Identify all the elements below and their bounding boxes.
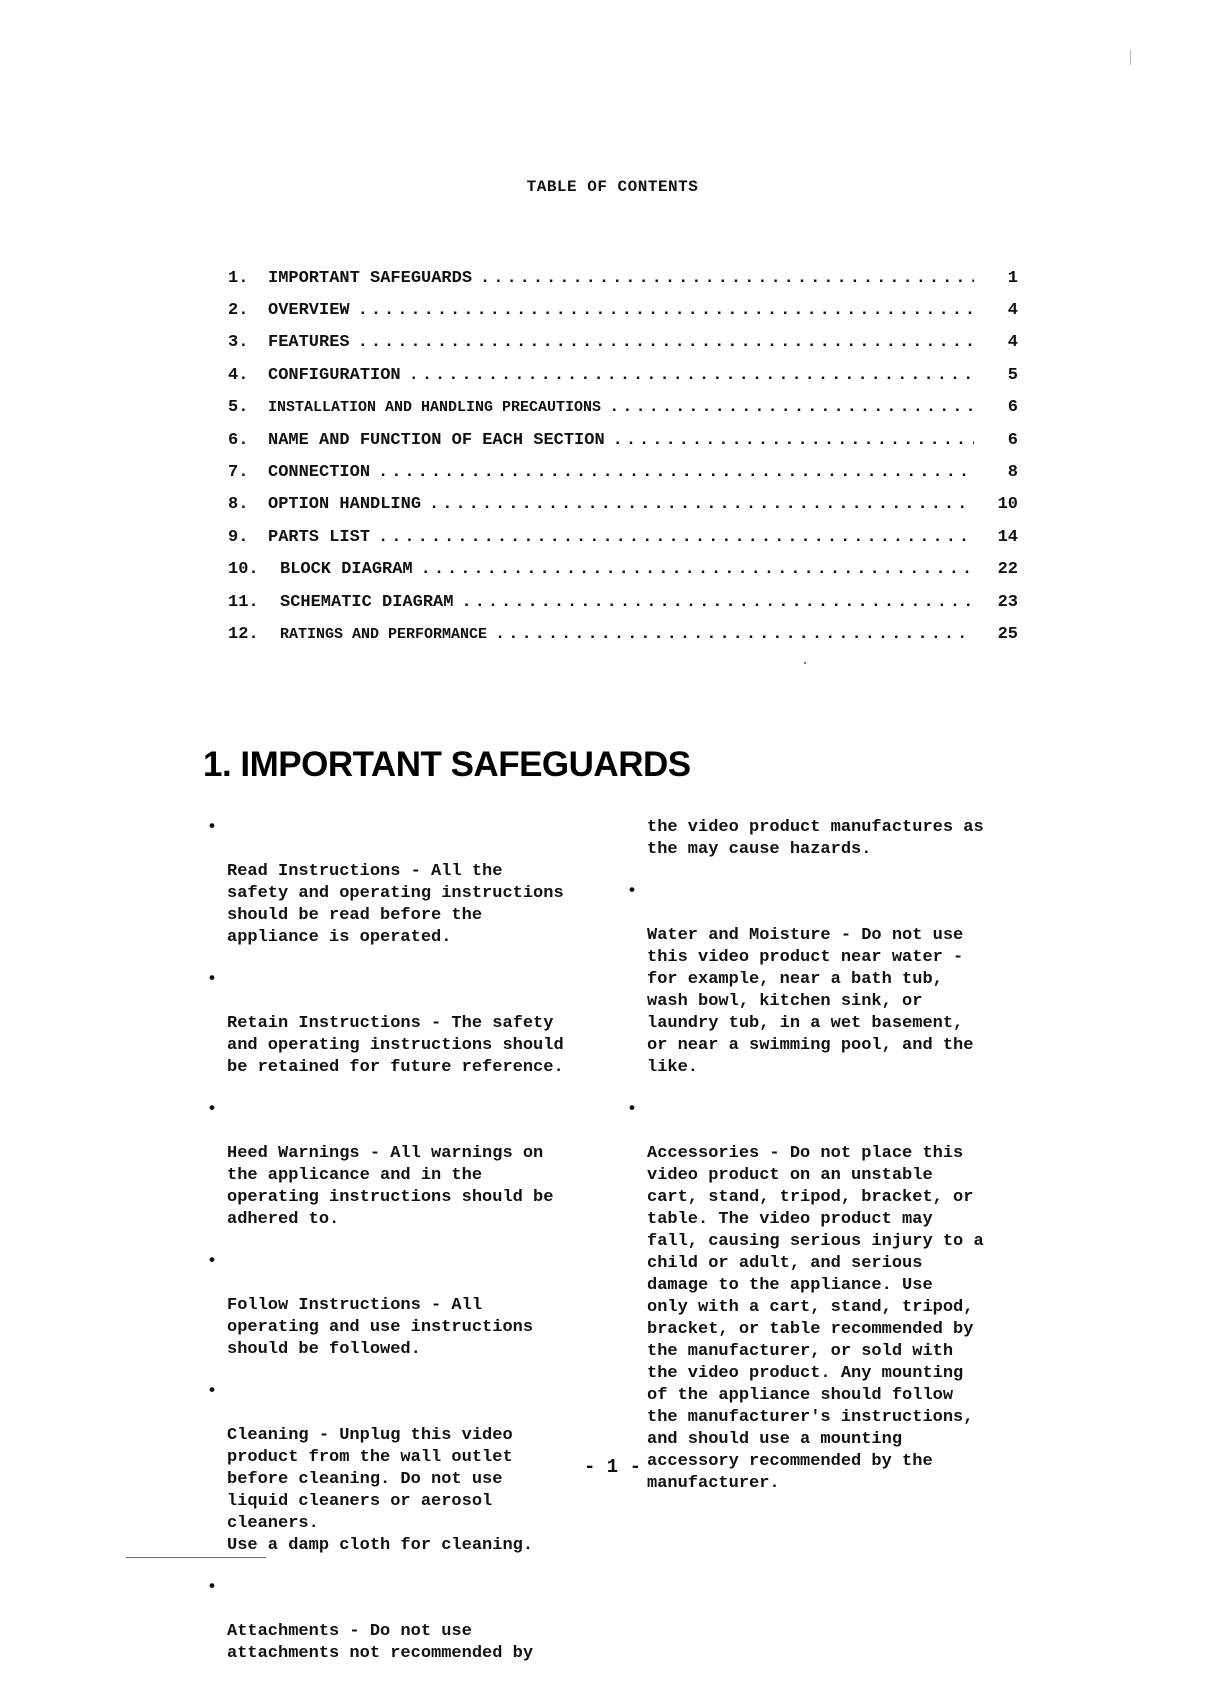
- toc-entry-page: 10: [997, 495, 1018, 515]
- toc-entry-number: 2.: [228, 301, 249, 321]
- toc-entry-label: IMPORTANT SAFEGUARDS: [268, 268, 473, 288]
- toc-entry-label: CONNECTION: [268, 463, 371, 483]
- toc-list: [228, 262, 1028, 651]
- toc-entry-label: OPTION HANDLING: [268, 495, 422, 515]
- scan-edge-mark: [1130, 50, 1131, 65]
- continued-text: the video product manufactures as the may cause hazards.: [647, 818, 984, 859]
- toc-entry-number: 3.: [228, 333, 249, 353]
- toc-entry-page: 23: [997, 592, 1018, 612]
- toc-leader-dots: [378, 463, 974, 482]
- toc-leader-dots: [421, 560, 974, 579]
- safeguard-item: [205, 1251, 605, 1361]
- right-column: [625, 817, 1005, 1515]
- toc-entry-label: OVERVIEW: [268, 301, 350, 321]
- scan-speck: [804, 662, 806, 664]
- toc-entry-number: 5.: [228, 398, 249, 418]
- bullet-icon: •: [626, 1100, 638, 1119]
- toc-leader-dots: [378, 528, 974, 547]
- bullet-icon: •: [206, 1100, 218, 1119]
- toc-leader-dots: [358, 333, 974, 352]
- toc-entry-number: 7.: [228, 463, 249, 483]
- toc-entry-label: SCHEMATIC DIAGRAM: [280, 592, 454, 612]
- toc-leader-dots: [461, 593, 974, 612]
- left-column: [205, 817, 605, 1685]
- toc-entry-page: 4: [1007, 333, 1018, 353]
- section-heading: 1. IMPORTANT SAFEGUARDS: [203, 745, 691, 784]
- footer-link-underline: [126, 1557, 266, 1558]
- toc-entry[interactable]: [228, 586, 1028, 618]
- toc-leader-dots: [613, 431, 974, 450]
- toc-leader-dots: [429, 495, 974, 514]
- bullet-icon: •: [206, 1382, 218, 1401]
- toc-entry-number: 10.: [228, 560, 259, 580]
- toc-entry-label: CONFIGURATION: [268, 365, 401, 385]
- toc-entry[interactable]: [228, 392, 1028, 424]
- page-number: - 1 -: [583, 1456, 641, 1478]
- toc-entry-page: 6: [1007, 398, 1018, 418]
- toc-entry-page: 6: [1007, 430, 1018, 450]
- toc-entry-page: 8: [1007, 463, 1018, 483]
- safeguard-item: [625, 881, 1005, 1079]
- toc-entry-page: 22: [997, 560, 1018, 580]
- safeguard-item: [625, 1099, 1005, 1495]
- toc-title: TABLE OF CONTENTS: [526, 178, 699, 196]
- bullet-icon: •: [626, 882, 638, 901]
- toc-entry[interactable]: [228, 554, 1028, 586]
- toc-entry[interactable]: [228, 359, 1028, 391]
- safeguard-text: Retain Instructions - The safety and operating instructions should be retained for future reference.: [227, 1014, 564, 1077]
- toc-entry[interactable]: [228, 521, 1028, 553]
- toc-entry[interactable]: [228, 327, 1028, 359]
- safeguard-item: [205, 1577, 605, 1665]
- safeguard-text: Cleaning - Unplug this video product from the wall outlet before cleaning. Do not use liquid cleaners or aerosol cleaners. Use a damp cloth for cleaning.: [227, 1426, 534, 1555]
- toc-entry-number: 4.: [228, 365, 249, 385]
- bullet-icon: •: [206, 1252, 218, 1271]
- toc-entry-page: 1: [1007, 268, 1018, 288]
- safeguard-text: Attachments - Do not use attachments not recommended by: [227, 1622, 534, 1663]
- safeguard-text: Heed Warnings - All warnings on the applicance and in the operating instructions should be adhered to.: [227, 1144, 554, 1229]
- toc-entry[interactable]: [228, 424, 1028, 456]
- toc-entry-page: 4: [1007, 301, 1018, 321]
- safeguard-text: Accessories - Do not place this video product on an unstable cart, stand, tripod, bracket, or table. The video product may fall, causing serious injury to a child or adult, and serious damage to the appliance. Use only with a cart, stand, tripod, bracket, or table recommended by the manufacturer, or sold with the video product. Any mounting of the appliance should follow the manufacturer's instructions, and should use a mounting accessory recommended by the manufacturer.: [647, 1144, 984, 1493]
- toc-entry-label: BLOCK DIAGRAM: [280, 560, 413, 580]
- toc-entry-number: 9.: [228, 527, 249, 547]
- toc-entry-label: RATINGS AND PERFORMANCE: [280, 625, 488, 643]
- safeguard-item: [205, 1099, 605, 1231]
- toc-entry[interactable]: [228, 618, 1028, 650]
- toc-entry-label: NAME AND FUNCTION OF EACH SECTION: [268, 430, 605, 450]
- toc-entry-label: PARTS LIST: [268, 527, 371, 547]
- toc-entry[interactable]: [228, 262, 1028, 294]
- toc-leader-dots: [609, 398, 974, 417]
- toc-entry[interactable]: [228, 456, 1028, 488]
- safeguard-item: [205, 817, 605, 949]
- bullet-icon: •: [206, 1578, 218, 1597]
- safeguard-text: Follow Instructions - All operating and use instructions should be followed.: [227, 1296, 534, 1359]
- toc-entry[interactable]: [228, 294, 1028, 326]
- toc-entry-page: 14: [997, 527, 1018, 547]
- toc-entry-number: 8.: [228, 495, 249, 515]
- toc-leader-dots: [358, 301, 974, 320]
- toc-entry[interactable]: [228, 489, 1028, 521]
- safeguard-text: Read Instructions - All the safety and operating instructions should be read before the appliance is operated.: [227, 862, 564, 947]
- safeguard-text: Water and Moisture - Do not use this video product near water - for example, near a bath tub, wash bowl, kitchen sink, or laundry tub, in a wet basement, or near a swimming pool, and the like.: [647, 926, 974, 1077]
- toc-leader-dots: [480, 269, 974, 288]
- safeguard-item: [205, 969, 605, 1079]
- toc-leader-dots: [409, 366, 974, 385]
- toc-entry-page: 5: [1007, 365, 1018, 385]
- toc-entry-number: 1.: [228, 268, 249, 288]
- toc-entry-number: 6.: [228, 430, 249, 450]
- toc-entry-number: 12.: [228, 624, 259, 644]
- toc-leader-dots: [495, 625, 974, 644]
- toc-entry-page: 25: [997, 624, 1018, 644]
- toc-entry-label: FEATURES: [268, 333, 350, 353]
- toc-entry-label: INSTALLATION AND HANDLING PRECAUTIONS: [268, 399, 602, 417]
- bullet-icon: •: [206, 970, 218, 989]
- toc-entry-number: 11.: [228, 592, 259, 612]
- bullet-icon: •: [206, 818, 218, 837]
